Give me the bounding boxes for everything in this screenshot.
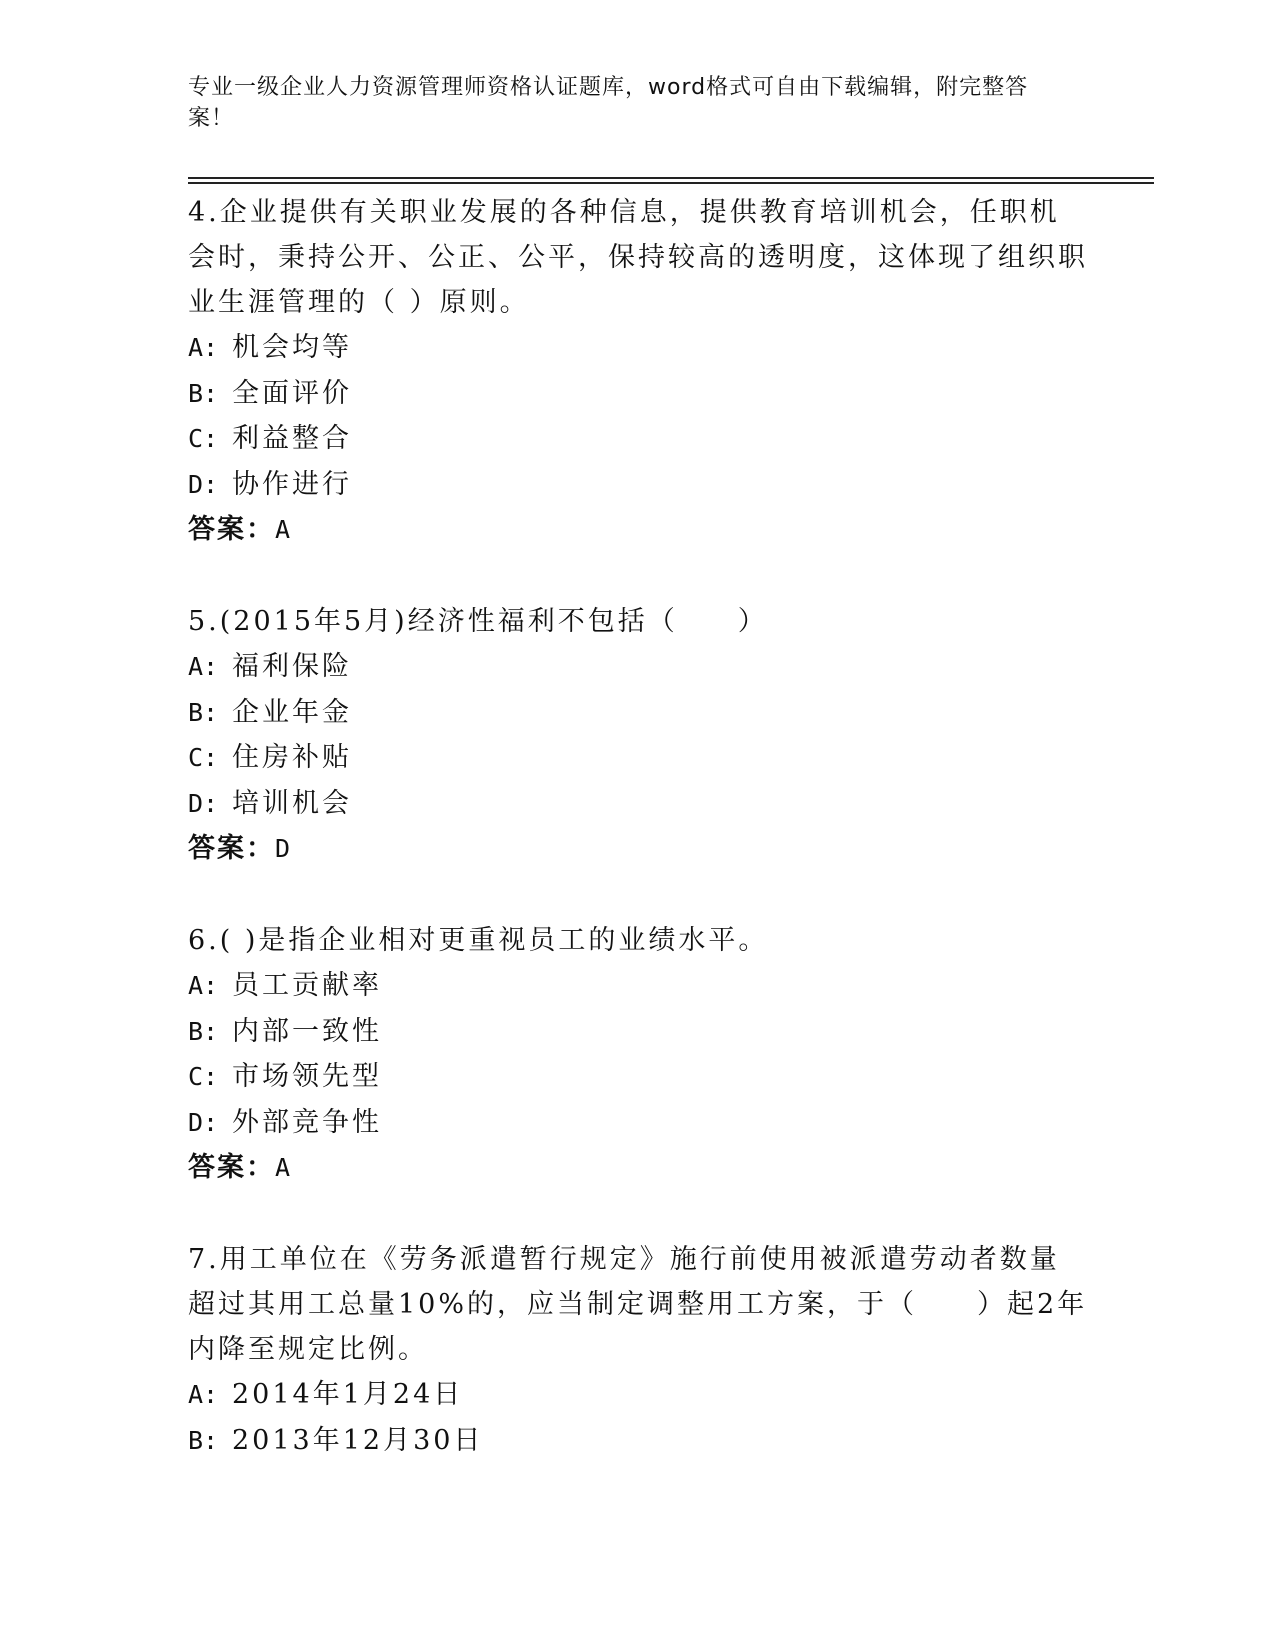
- option-text: 协作进行: [232, 468, 352, 500]
- option-text: 2013年12月30日: [232, 1424, 484, 1456]
- answer-line: [188, 507, 1088, 553]
- option-text: 利益整合: [232, 423, 352, 454]
- question-item: [188, 918, 1088, 1191]
- option-text: 员工贡献率: [232, 970, 382, 1001]
- option-a: [188, 963, 1088, 1009]
- question-stem: 5.(2015年5月)经济性福利不包括（ ）: [188, 606, 768, 637]
- option-text: 企业年金: [232, 696, 352, 728]
- answer-value: D: [275, 834, 293, 863]
- option-c: [188, 1054, 1088, 1100]
- question-item: [188, 190, 1088, 553]
- option-b: [188, 690, 1088, 736]
- answer-label: 答案：: [188, 1152, 275, 1183]
- option-letter: A:: [188, 333, 219, 362]
- option-text: 市场领先型: [232, 1061, 382, 1092]
- option-letter: A:: [188, 1380, 219, 1409]
- option-letter: B:: [188, 697, 219, 727]
- option-letter: C:: [188, 424, 219, 453]
- option-c: [188, 735, 1088, 781]
- question-stem: 4.企业提供有关职业发展的各种信息，提供教育培训机会，任职机会时，秉持公开、公正、公平，保持较高的透明度，这体现了组织职业生涯管理的（ ）原则。: [188, 197, 1088, 318]
- answer-value: A: [275, 515, 293, 544]
- option-letter: B:: [188, 1425, 219, 1455]
- option-b: [188, 1009, 1088, 1055]
- option-letter: A:: [188, 652, 219, 681]
- answer-line: [188, 826, 1088, 872]
- answer-label: 答案：: [188, 833, 275, 864]
- header-rule-bottom: [188, 182, 1154, 184]
- header-rule-top: [188, 177, 1154, 179]
- question-stem: 6.( )是指企业相对更重视员工的业绩水平。: [188, 925, 769, 956]
- option-text: 2014年1月24日: [232, 1379, 464, 1410]
- answer-line: [188, 1145, 1088, 1191]
- option-b: [188, 1418, 1088, 1464]
- option-letter: D:: [188, 1107, 219, 1137]
- option-c: [188, 416, 1088, 462]
- option-d: [188, 1100, 1088, 1146]
- option-text: 外部竞争性: [232, 1106, 382, 1138]
- option-letter: C:: [188, 1062, 219, 1091]
- option-d: [188, 781, 1088, 827]
- question-item: [188, 1237, 1088, 1463]
- option-letter: D:: [188, 469, 219, 499]
- option-text: 机会均等: [232, 332, 352, 363]
- page-header-text: 专业一级企业人力资源管理师资格认证题库，word格式可自由下载编辑，附完整答案！: [188, 75, 1029, 131]
- question-stem: 7.用工单位在《劳务派遣暂行规定》施行前使用被派遣劳动者数量超过其用工总量10%的，应当制定调整用工方案，于（ ）起2年内降至规定比例。: [188, 1244, 1088, 1365]
- option-text: 福利保险: [232, 651, 352, 682]
- option-letter: D:: [188, 788, 219, 818]
- option-letter: B:: [188, 1016, 219, 1046]
- option-a: [188, 1372, 1088, 1418]
- option-text: 内部一致性: [232, 1015, 382, 1047]
- option-text: 住房补贴: [232, 742, 352, 773]
- option-text: 全面评价: [232, 377, 352, 409]
- option-b: [188, 371, 1088, 417]
- question-item: [188, 599, 1088, 872]
- option-d: [188, 462, 1088, 508]
- option-letter: B:: [188, 378, 219, 408]
- option-a: [188, 644, 1088, 690]
- option-text: 培训机会: [232, 787, 352, 819]
- answer-value: A: [275, 1153, 293, 1182]
- option-letter: C:: [188, 743, 219, 772]
- option-letter: A:: [188, 971, 219, 1000]
- answer-label: 答案：: [188, 514, 275, 545]
- option-a: [188, 325, 1088, 371]
- question-list: [188, 190, 1088, 1509]
